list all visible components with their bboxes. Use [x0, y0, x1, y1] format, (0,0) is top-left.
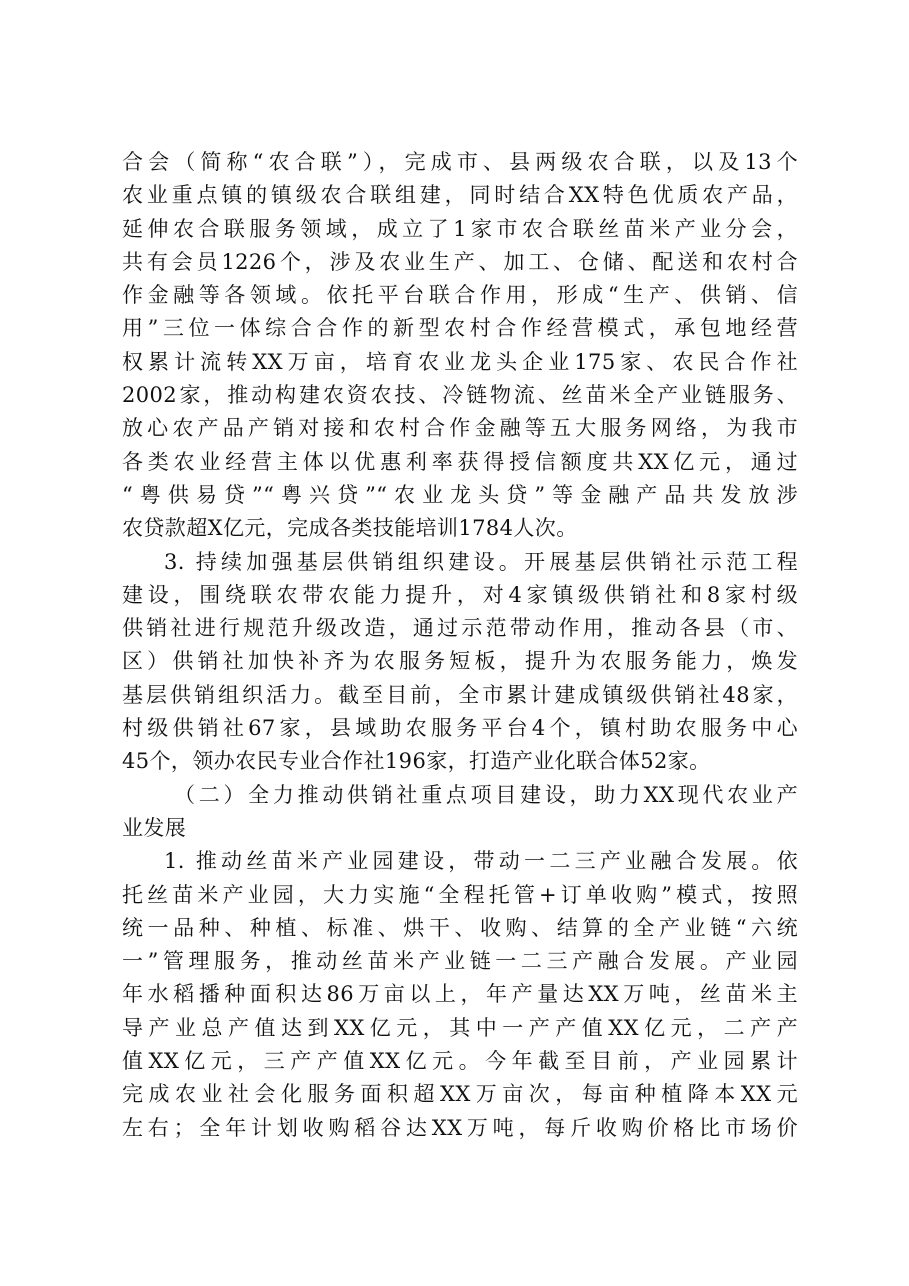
text-line: 导产业总产值达到XX亿元，其中一产产值XX亿元，二产产	[122, 1015, 798, 1040]
document-body	[122, 146, 798, 1145]
text-line: 供销社进行规范升级改造，通过示范带动作用，推动各县（市、	[122, 616, 798, 641]
text-line: 托丝苗米产业园，大力实施“全程托管+订单收购”模式，按照	[122, 882, 798, 907]
paragraph-start-line: 1. 推动丝苗米产业园建设，带动一二三产业融合发展。依	[164, 849, 798, 874]
text-line: 合会（简称“农合联”），完成市、县两级农合联，以及13个	[122, 150, 798, 174]
text-line: 作金融等各领域。依托平台联合作用，形成“生产、供销、信	[122, 283, 798, 308]
text-line: 年水稻播种面积达86万亩以上，年产量达XX万吨，丝苗米主	[122, 982, 798, 1007]
text-line: “粤供易贷”“粤兴贷”“农业龙头贷”等金融产品共发放涉	[122, 482, 798, 507]
text-line: 延伸农合联服务领域，成立了1家市农合联丝苗米产业分会，	[122, 216, 798, 241]
section-heading: （二）全力推动供销社重点项目建设，助力XX现代农业产	[174, 782, 798, 807]
text-line: 权累计流转XX万亩，培育农业龙头企业175家、农民合作社	[122, 349, 798, 374]
text-line: 建设，围绕联农带农能力提升，对4家镇级供销社和8家村级	[122, 582, 798, 607]
text-line: 区）供销社加快补齐为农服务短板，提升为农服务能力，焕发	[122, 649, 798, 674]
text-line: 统一品种、种植、标准、烘干、收购、结算的全产业链“六统	[122, 915, 798, 940]
text-line: 放心农产品产销对接和农村合作金融等五大服务网络，为我市	[122, 416, 798, 441]
text-line: 村级供销社67家，县域助农服务平台4个，镇村助农服务中心	[122, 716, 798, 741]
text-line: 各类农业经营主体以优惠利率获得授信额度共XX亿元，通过	[122, 449, 798, 474]
text-line: 用”三位一体综合合作的新型农村合作经营模式，承包地经营	[122, 316, 798, 341]
text-line: 农业重点镇的镇级农合联组建，同时结合XX特色优质农产品，	[122, 183, 798, 208]
text-line: 一”管理服务，推动丝苗米产业链一二三产融合发展。产业园	[122, 949, 798, 974]
text-line: 农贷款超X亿元，完成各类技能培训1784人次。	[122, 516, 578, 541]
text-line: 完成农业社会化服务面积超XX万亩次，每亩种植降本XX元	[122, 1082, 798, 1107]
section-heading-continuation: 业发展	[122, 815, 187, 840]
text-line: 左右；全年计划收购稻谷达XX万吨，每斤收购价格比市场价	[122, 1115, 798, 1140]
text-line: 值XX亿元，三产产值XX亿元。今年截至目前，产业园累计	[122, 1049, 798, 1074]
text-line: 45个，领办农民专业合作社196家，打造产业化联合体52家。	[122, 749, 711, 774]
paragraph-start-line: 3. 持续加强基层供销组织建设。开展基层供销社示范工程	[164, 549, 798, 574]
text-line: 共有会员1226个，涉及农业生产、加工、仓储、配送和农村合	[122, 249, 798, 274]
text-line: 基层供销组织活力。截至目前，全市累计建成镇级供销社48家，	[122, 682, 798, 707]
text-line: 2002家，推动构建农资农技、冷链物流、丝苗米全产业链服务、	[122, 383, 798, 408]
